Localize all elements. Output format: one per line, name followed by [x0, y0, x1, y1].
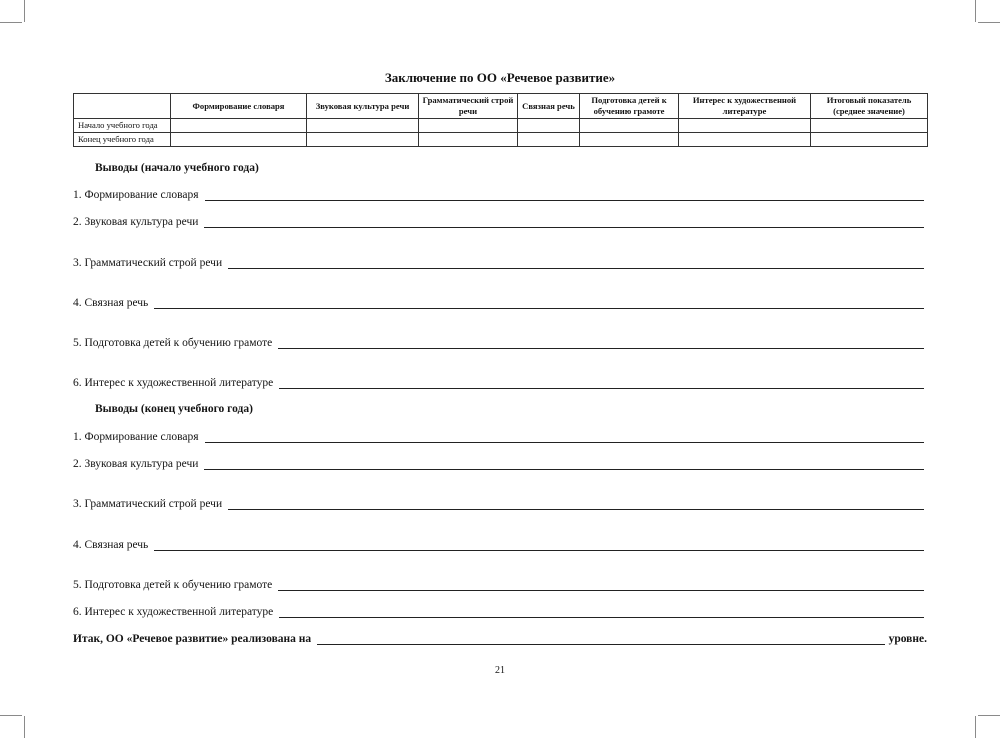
conclusion-label: 5. Подготовка детей к обучению грамоте [73, 579, 273, 591]
section-heading-start: Выводы (начало учебного года) [95, 162, 259, 174]
column-header [74, 94, 171, 119]
conclusion-label: 6. Интерес к художественной литературе [73, 377, 274, 389]
table-cell[interactable] [419, 119, 518, 133]
conclusion-line [73, 186, 924, 202]
crop-mark [975, 716, 976, 738]
conclusion-label: 2. Звуковая культура речи [73, 216, 199, 228]
table-row [74, 133, 928, 147]
crop-mark [24, 0, 25, 22]
conclusion-line [73, 495, 924, 511]
page-title: Заключение по ОО «Речевое развитие» [384, 70, 616, 85]
page-number: 21 [495, 665, 505, 676]
answer-line[interactable] [278, 589, 924, 591]
crop-mark [978, 22, 1000, 23]
level-answer-line[interactable] [317, 643, 884, 645]
conclusion-label: 4. Связная речь [73, 297, 149, 309]
final-statement-suffix: уровне. [888, 633, 927, 645]
answer-line[interactable] [154, 307, 924, 309]
conclusion-label: 1. Формирование словаря [73, 189, 199, 201]
crop-mark [975, 0, 976, 22]
answer-line[interactable] [154, 549, 924, 551]
conclusion-line [73, 374, 924, 390]
column-header: Интерес к художественной литературе [679, 94, 811, 119]
conclusion-line [73, 334, 924, 350]
column-header: Связная речь [518, 94, 580, 119]
column-header: Формирование словаря [171, 94, 307, 119]
table-cell[interactable] [580, 133, 679, 147]
table-cell[interactable] [518, 119, 580, 133]
table-header-row [74, 94, 928, 119]
crop-mark [978, 715, 1000, 716]
conclusion-line [73, 455, 924, 471]
column-header: Звуковая культура речи [307, 94, 419, 119]
table-cell[interactable] [811, 133, 928, 147]
table-cell[interactable] [518, 133, 580, 147]
table-cell[interactable] [679, 133, 811, 147]
conclusion-line [73, 254, 924, 270]
answer-line[interactable] [204, 468, 924, 470]
column-header: Итоговый показатель (среднее значение) [811, 94, 928, 119]
conclusion-line [73, 294, 924, 310]
table-cell[interactable] [419, 133, 518, 147]
column-header: Подготовка детей к обучению грамоте [580, 94, 679, 119]
summary-table [73, 93, 928, 147]
conclusion-label: 1. Формирование словаря [73, 431, 199, 443]
conclusion-line [73, 213, 924, 229]
conclusion-line [73, 603, 924, 619]
answer-line[interactable] [228, 267, 924, 269]
crop-mark [0, 715, 22, 716]
answer-line[interactable] [205, 199, 924, 201]
answer-line[interactable] [228, 508, 924, 510]
conclusion-line [73, 576, 924, 592]
table-cell[interactable] [307, 133, 419, 147]
answer-line[interactable] [279, 616, 924, 618]
conclusion-label: 2. Звуковая культура речи [73, 458, 199, 470]
final-statement [73, 630, 927, 646]
crop-mark [0, 22, 22, 23]
conclusion-label: 3. Грамматический строй речи [73, 498, 223, 510]
table-cell[interactable] [307, 119, 419, 133]
table-cell[interactable] [679, 119, 811, 133]
row-label: Началo учебного года [74, 119, 171, 133]
row-label: Конец учебного года [74, 133, 171, 147]
conclusion-line [73, 536, 924, 552]
conclusion-label: 3. Грамматический строй речи [73, 257, 223, 269]
table-cell[interactable] [580, 119, 679, 133]
table-cell[interactable] [811, 119, 928, 133]
conclusion-label: 4. Связная речь [73, 539, 149, 551]
section-heading-end: Выводы (конец учебного года) [95, 403, 253, 415]
table-row [74, 119, 928, 133]
table-cell[interactable] [171, 133, 307, 147]
answer-line[interactable] [279, 387, 924, 389]
conclusion-label: 5. Подготовка детей к обучению грамоте [73, 337, 273, 349]
conclusion-line [73, 428, 924, 444]
answer-line[interactable] [204, 226, 924, 228]
final-statement-prefix: Итак, ОО «Речевое развитие» реализована на [73, 633, 312, 645]
crop-mark [24, 716, 25, 738]
answer-line[interactable] [205, 441, 924, 443]
table-cell[interactable] [171, 119, 307, 133]
conclusion-label: 6. Интерес к художественной литературе [73, 606, 274, 618]
column-header: Грамматический строй речи [419, 94, 518, 119]
answer-line[interactable] [278, 347, 924, 349]
